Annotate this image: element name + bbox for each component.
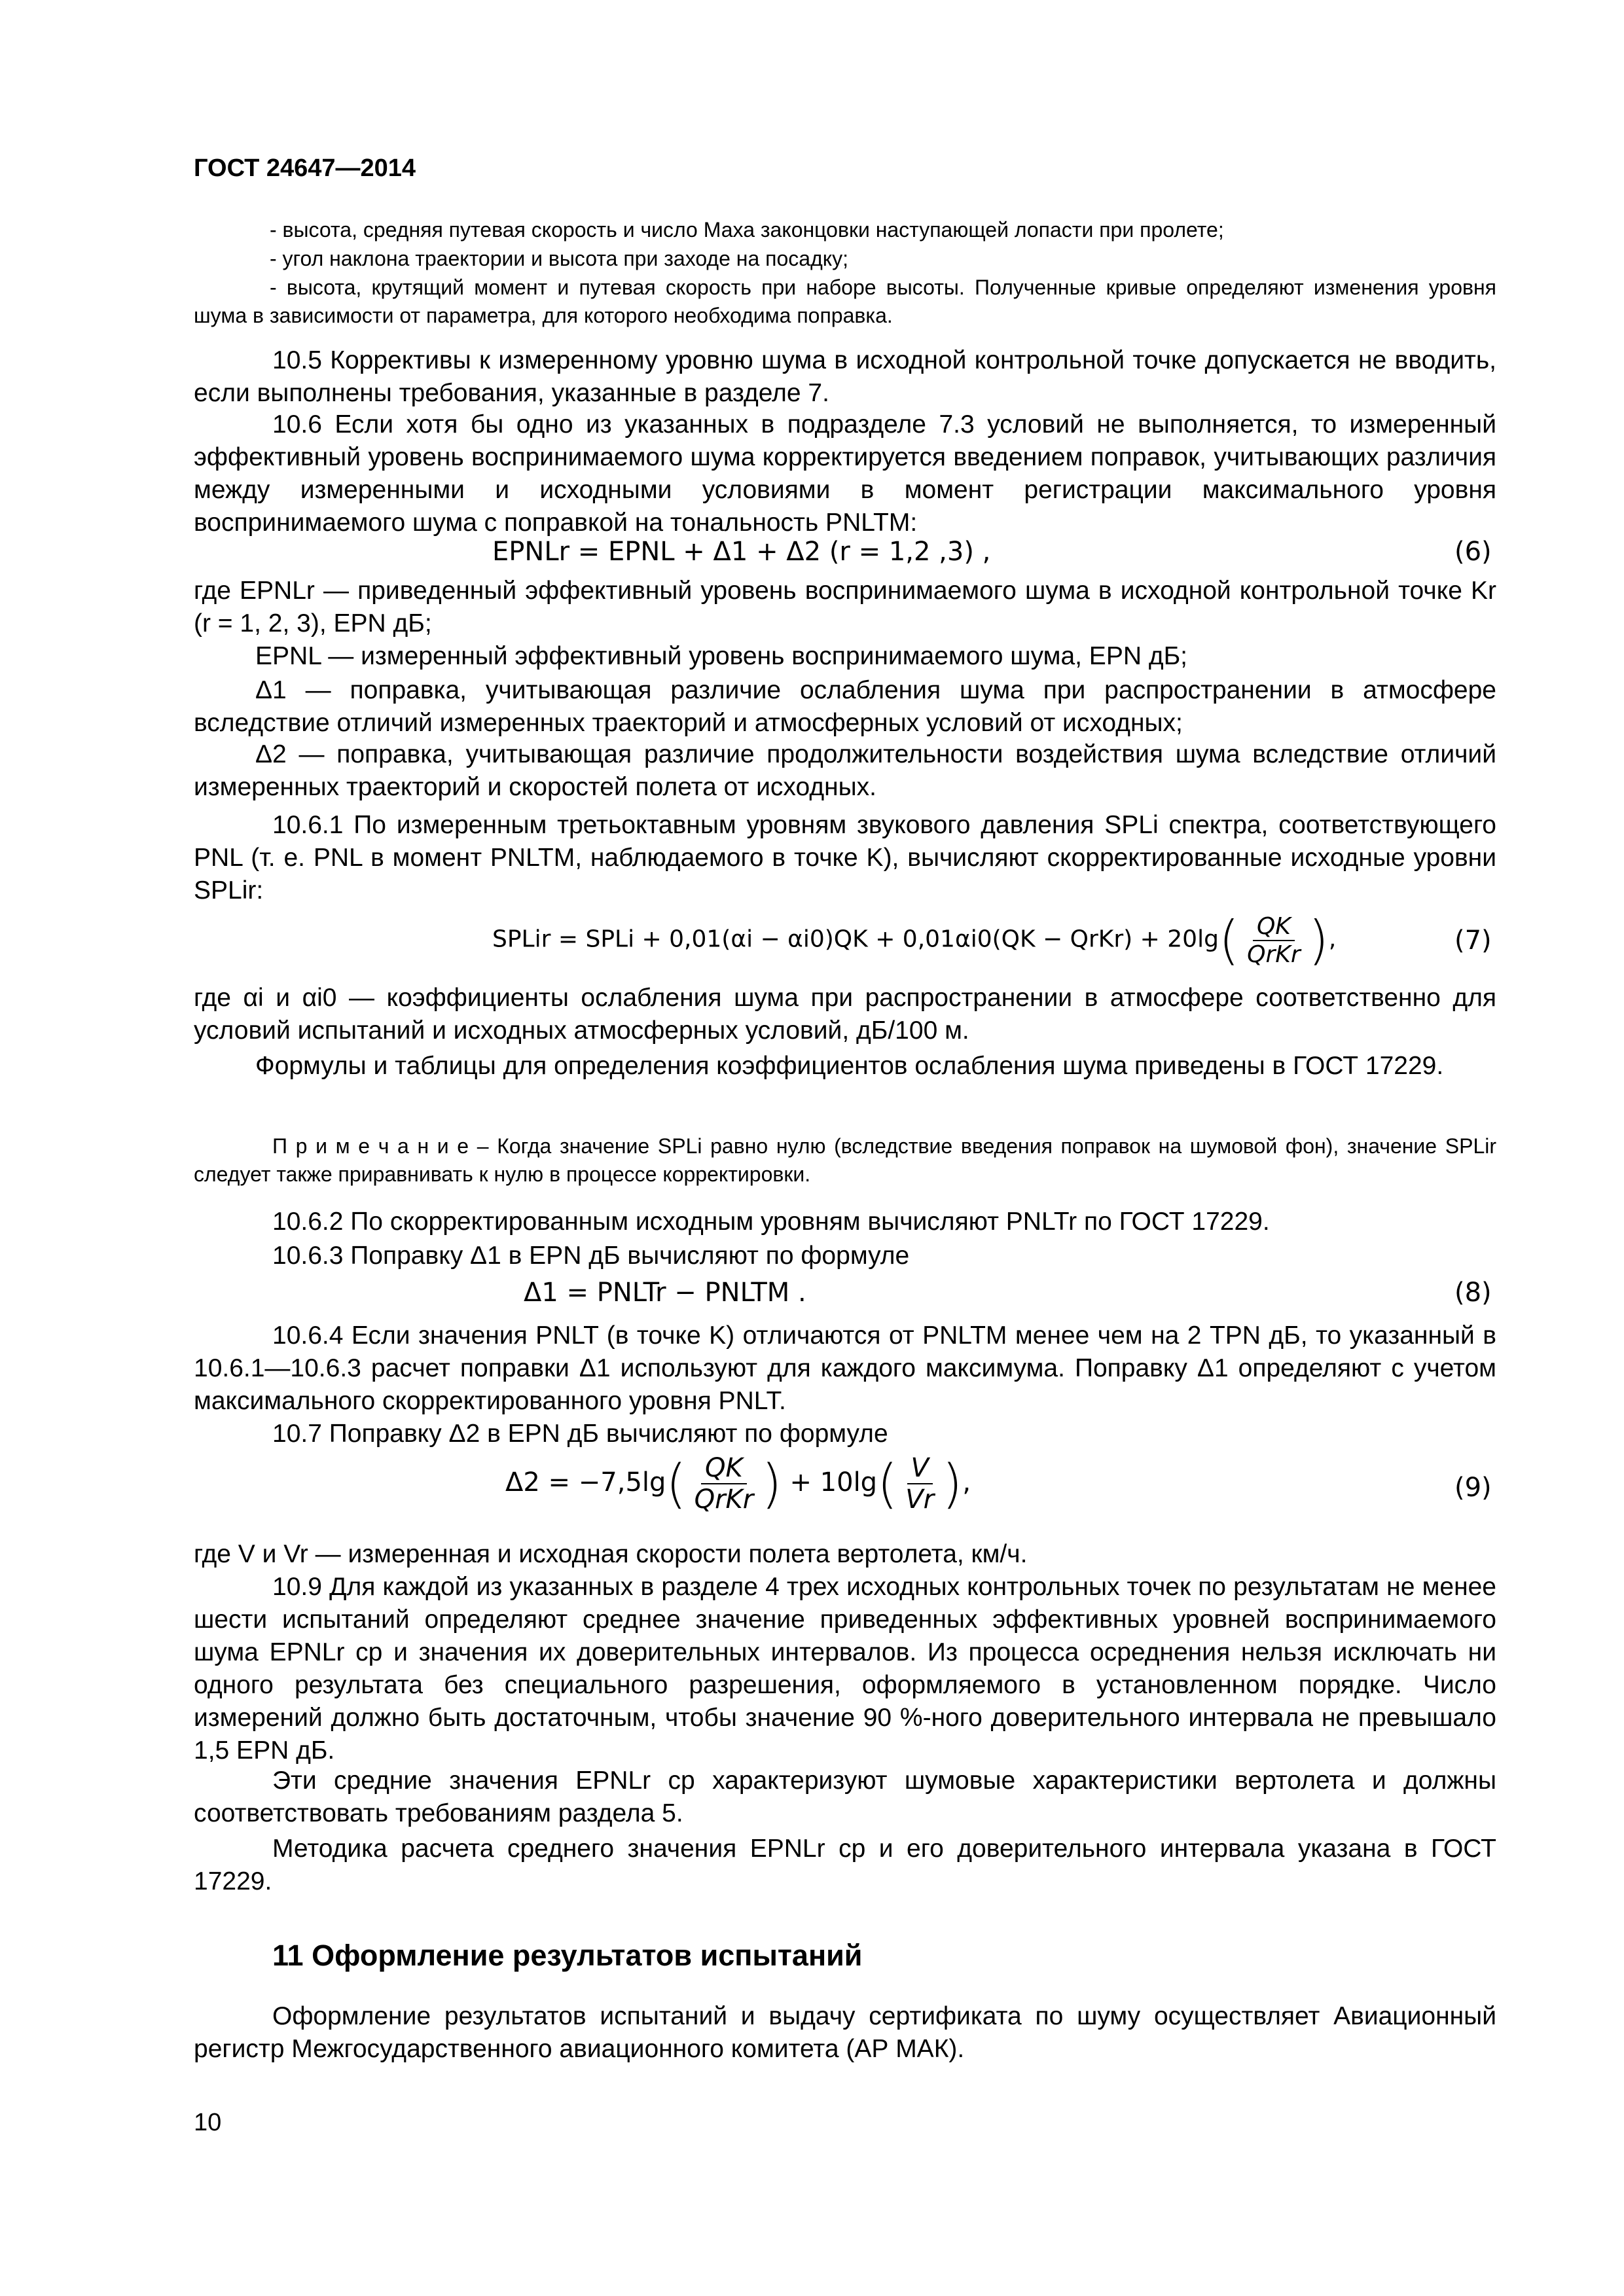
formula-9-number: (9): [1454, 1473, 1492, 1503]
paragraph-10-9: 10.9 Для каждой из указанных в разделе 4 трех исходных контрольных точек по результатам не менее шести испытаний определяют среднее значение приведенных эффективных уровней воспринимаемого шума EPNLr ср и значения их доверительных интервалов. Из процесса осреднения нельзя исключать ни одного результата без специального разрешения, оформляемого в установленном порядке. Число измерений должно быть достаточным, чтобы значение 90 %-ного доверительного интервала не превышало 1,5 EPN дБ.: [194, 1573, 1496, 1765]
where-epnlr: где EPNLr — приведенный эффективный уровень воспринимаемого шума в исходной контрольной точке Kr (r = 1, 2, 3), EPN дБ;: [194, 577, 1496, 637]
formula-8: Δ1 = PNLTr − PNLTM .: [524, 1278, 806, 1308]
paragraph-10-6-2: 10.6.2 По скорректированным исходным уровням вычисляют PNLTr по ГОСТ 17229.: [272, 1208, 1270, 1236]
list-item-2: - угол наклона траектории и высота при заходе на посадку;: [270, 247, 848, 270]
where-velocity: где V и Vr — измеренная и исходная скорости полета вертолета, км/ч.: [194, 1540, 1028, 1568]
paragraph-10-6-3: 10.6.3 Поправку Δ1 в EPN дБ вычисляют по формуле: [272, 1242, 910, 1270]
formula-7-fraction-denominator: QrKr: [1247, 941, 1301, 968]
where-alpha: где αi и αi0 — коэффициенты ослабления шума при распространении в атмосфере соответственно для условий испытаний и исходных атмосферных условий, дБ/100 м.: [194, 984, 1496, 1045]
formula-9-fraction-2-denominator: Vr: [905, 1484, 935, 1515]
where-epnl: EPNL — измеренный эффективный уровень воспринимаемого шума, EPN дБ;: [255, 642, 1188, 670]
paragraph-10-7: 10.7 Поправку Δ2 в EPN дБ вычисляют по формуле: [272, 1420, 888, 1448]
formula-6: EPNLr = EPNL + Δ1 + Δ2 (r = 1,2 ,3) ,: [492, 537, 991, 567]
formula-7-number: (7): [1454, 925, 1492, 956]
list-item-3: - высота, крутящий момент и путевая скорость при наборе высоты. Полученные кривые определяют изменения уровня шума в зависимости от параметра, для которого необходима поправка.: [194, 276, 1496, 327]
section-11-heading: 11 Оформление результатов испытаний: [272, 1939, 863, 1972]
formula-7-fraction-numerator: QK: [1253, 913, 1295, 941]
formula-9-fraction-2-numerator: V: [907, 1453, 933, 1484]
paragraph-mean-values: Эти средние значения EPNLr ср характеризуют шумовые характеристики вертолета и должны соответствовать требованиям раздела 5.: [194, 1767, 1496, 1827]
paragraph-10-6: 10.6 Если хотя бы одно из указанных в подразделе 7.3 условий не выполняется, то измеренный эффективный уровень воспринимаемого шума корректируется введением поправок, учитывающих различия между измеренными и исходными условиями в момент регистрации максимального уровня воспринимаемого шума с поправкой на тональность PNLTM:: [194, 410, 1496, 537]
paragraph-10-6-1: 10.6.1 По измеренным третьоктавным уровням звукового давления SPLi спектра, соответствующего PNL (т. е. PNL в момент PNLTM, наблюдаемого в точке K), вычисляют скорректированные исходные уровни SPLir:: [194, 811, 1496, 905]
formula-9-part-a: Δ2 = −7,5lg: [505, 1467, 666, 1498]
paragraph-formulas: Формулы и таблицы для определения коэффициентов ослабления шума приведены в ГОСТ 17229.: [255, 1052, 1444, 1080]
note: П р и м е ч а н и е – Когда значение SPLi равно нулю (вследствие введения поправок на шумовой фон), значение SPLir следует также приравнивать к нулю в процессе корректировки.: [194, 1134, 1496, 1186]
formula-9-part-b: + 10lg: [789, 1467, 878, 1498]
formula-7-lhs: SPLir = SPLi + 0,01(αi − αi0)QK + 0,01αi0(QK − QrKr) + 20lg: [492, 925, 1219, 953]
formula-6-number: (6): [1454, 537, 1492, 567]
page-number: 10: [194, 2109, 222, 2136]
where-delta2: Δ2 — поправка, учитывающая различие продолжительности воздействия шума вследствие отличий измеренных траекторий и скоростей полета от исходных.: [194, 740, 1496, 801]
paragraph-10-5: 10.5 Коррективы к измеренному уровню шума в исходной контрольной точке допускается не вводить, если выполнены требования, указанные в разделе 7.: [194, 346, 1496, 407]
formula-8-number: (8): [1454, 1278, 1492, 1308]
where-delta1: Δ1 — поправка, учитывающая различие ослабления шума при распространении в атмосфере вследствие отличий измеренных траекторий и атмосферных условий от исходных;: [194, 676, 1496, 737]
formula-9-fraction-1-denominator: QrKr: [694, 1484, 754, 1515]
paragraph-method: Методика расчета среднего значения EPNLr ср и его доверительного интервала указана в ГОСТ 17229.: [194, 1835, 1496, 1895]
paragraph-10-6-4: 10.6.4 Если значения PNLT (в точке K) отличаются от PNLTM менее чем на 2 TPN дБ, то указанный в 10.6.1—10.6.3 расчет поправки Δ1 используют для каждого максимума. Поправку Δ1 определяют с учетом максимального скорректированного уровня PNLT.: [194, 1321, 1496, 1415]
list-item-1: - высота, средняя путевая скорость и число Маха законцовки наступающей лопасти при пролете;: [270, 218, 1224, 242]
document-header: ГОСТ 24647—2014: [194, 154, 416, 182]
paragraph-11: Оформление результатов испытаний и выдачу сертификата по шуму осуществляет Авиационный регистр Межгосударственного авиационного комитета (АР МАК).: [194, 2002, 1496, 2063]
formula-9: Δ2 = −7,5lg( $\frac{QK}{\text{QrKr}}$ ) + 10lg( $\frac{V}{Vr}$ ),: [505, 1453, 971, 1515]
formula-9-fraction-1-numerator: QK: [701, 1453, 747, 1484]
formula-7: SPLir = SPLi + 0,01(αi − αi0)QK + 0,01αi0(QK − QrKr) + 20lg( $\frac{QK}{\text{QrKr}}$ ),: [492, 910, 1337, 971]
